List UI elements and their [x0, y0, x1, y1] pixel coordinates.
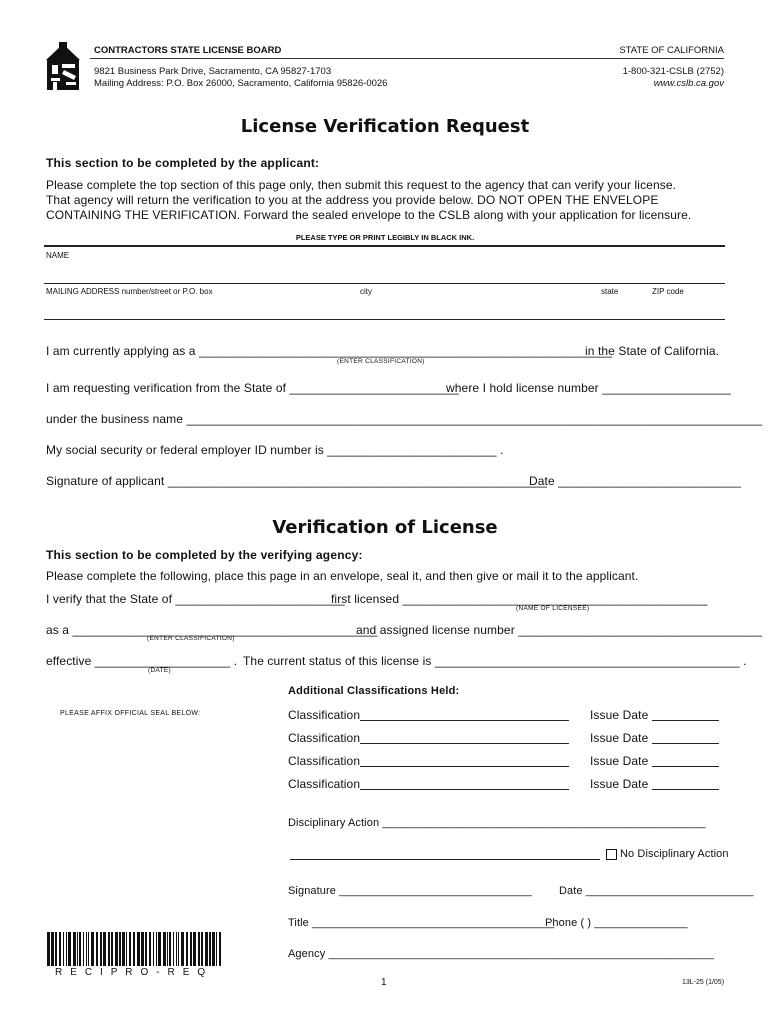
agency-date-field[interactable]: Date ___________________________ [559, 885, 754, 897]
barcode-text: R E C I P R O - R E Q [55, 967, 208, 978]
disciplinary-action-field[interactable]: Disciplinary Action ____________________________________________________ [288, 817, 706, 829]
agency-title-field[interactable]: Title _______________________________________ [288, 917, 555, 929]
print-note: PLEASE TYPE OR PRINT LEGIBLY IN BLACK INK. [295, 233, 475, 242]
license-number-field[interactable]: where I hold license number ___________________ [446, 381, 731, 395]
business-name-field[interactable]: under the business name _____________________________________________________________________________________ [46, 412, 763, 426]
issue-date-label-4: Issue Date [590, 777, 649, 791]
agency-name-field[interactable]: Agency ______________________________________________________________ [288, 948, 714, 960]
mailing-address-label: MAILING ADDRESS number/street or P.O. box [46, 287, 213, 296]
name-field[interactable] [44, 283, 725, 284]
assigned-license-field[interactable]: and assigned license number ____________________________________ [356, 623, 763, 637]
issue-date-label-1: Issue Date [590, 708, 649, 722]
org-name: CONTRACTORS STATE LICENSE BOARD [94, 45, 282, 56]
classification-label-1: Classification [288, 708, 361, 722]
name-label: NAME [46, 251, 70, 260]
issue-date-input-3[interactable] [652, 766, 719, 767]
address-line-1: 9821 Business Park Drive, Sacramento, CA 95827-1703 [94, 66, 332, 77]
name-top-rule [44, 245, 725, 247]
applicant-section-label: This section to be completed by the applicant: [46, 156, 320, 170]
issue-date-label-2: Issue Date [590, 731, 649, 745]
instructions-line-2: That agency will return the verification to you at the address you provide below. DO NOT OPEN THE ENVELOPE [46, 193, 659, 207]
city-label: city [360, 287, 372, 296]
additional-classifications-heading: Additional Classifications Held: [288, 685, 460, 697]
no-disciplinary-checkbox[interactable] [606, 849, 617, 860]
first-licensed-field[interactable]: first licensed _____________________________________________ [331, 592, 708, 606]
applicant-date-field[interactable]: Date ___________________________ [529, 474, 742, 488]
page-number: 1 [381, 977, 387, 988]
disciplinary-action-line-2[interactable] [290, 859, 600, 860]
agency-phone-field[interactable]: Phone ( ) _______________ [545, 917, 688, 929]
enter-classification-hint: (ENTER CLASSIFICATION) [337, 358, 425, 365]
verification-title: Verification of License [272, 517, 498, 538]
classification-field[interactable]: as a _____________________________________________ [46, 623, 378, 637]
agency-instructions: Please complete the following, place this page in an envelope, seal it, and then give or mail it to the applicant. [46, 569, 639, 583]
applying-as-field[interactable]: I am currently applying as a _____________________________________________________________ [46, 344, 613, 358]
instructions-line-3: CONTAINING THE VERIFICATION. Forward the sealed envelope to the CSLB along with your application for licensure. [46, 208, 692, 222]
license-status-field[interactable]: The current status of this license is _____________________________________________ . [243, 654, 747, 668]
mailing-address-field[interactable] [44, 319, 725, 320]
name-of-licensee-hint: (NAME OF LICENSEE) [516, 605, 590, 612]
barcode [45, 932, 227, 968]
classification-input-1[interactable] [360, 720, 569, 721]
issue-date-input-2[interactable] [652, 743, 719, 744]
date-hint: (DATE) [148, 667, 171, 674]
zip-label: ZIP code [652, 287, 684, 296]
issue-date-input-1[interactable] [652, 720, 719, 721]
website-link[interactable]: www.cslb.ca.gov [653, 78, 724, 89]
classification-input-2[interactable] [360, 743, 569, 744]
agency-signature-field[interactable]: Signature _______________________________ [288, 885, 532, 897]
phone-number: 1-800-321-CSLB (2752) [622, 66, 724, 77]
seal-label: PLEASE AFFIX OFFICIAL SEAL BELOW: [60, 710, 201, 717]
agency-section-label: This section to be completed by the verifying agency: [46, 548, 363, 562]
classification-input-4[interactable] [360, 789, 569, 790]
instructions-line-1: Please complete the top section of this page only, then submit this request to the agency that can verify your license. [46, 178, 677, 192]
classification-input-3[interactable] [360, 766, 569, 767]
header-divider [90, 58, 724, 59]
cslb-logo-icon [42, 40, 84, 92]
no-disciplinary-label: No Disciplinary Action [620, 848, 729, 860]
effective-date-field[interactable]: effective ____________________ . [46, 654, 238, 668]
classification-label-3: Classification [288, 754, 361, 768]
form-code: 13L-25 (1/05) [682, 979, 725, 986]
applicant-signature-field[interactable]: Signature of applicant ________________________________________________________ [46, 474, 548, 488]
verify-state-field[interactable]: I verify that the State of _________________________ [46, 592, 345, 606]
classification-label-2: Classification [288, 731, 361, 745]
applying-suffix: in the State of California. [585, 344, 720, 358]
issue-date-label-3: Issue Date [590, 754, 649, 768]
verify-from-state-field[interactable]: I am requesting verification from the State of _________________________ [46, 381, 459, 395]
address-line-2: Mailing Address: P.O. Box 26000, Sacramento, California 95826-0026 [94, 78, 388, 89]
state-label: state [601, 287, 619, 296]
ssn-field[interactable]: My social security or federal employer ID number is _________________________ . [46, 443, 504, 457]
classification-label-4: Classification [288, 777, 361, 791]
enter-classification-hint-2: (ENTER CLASSIFICATION) [147, 635, 235, 642]
request-title: License Verification Request [240, 116, 530, 137]
issue-date-input-4[interactable] [652, 789, 719, 790]
state-name: STATE OF CALIFORNIA [619, 45, 724, 56]
